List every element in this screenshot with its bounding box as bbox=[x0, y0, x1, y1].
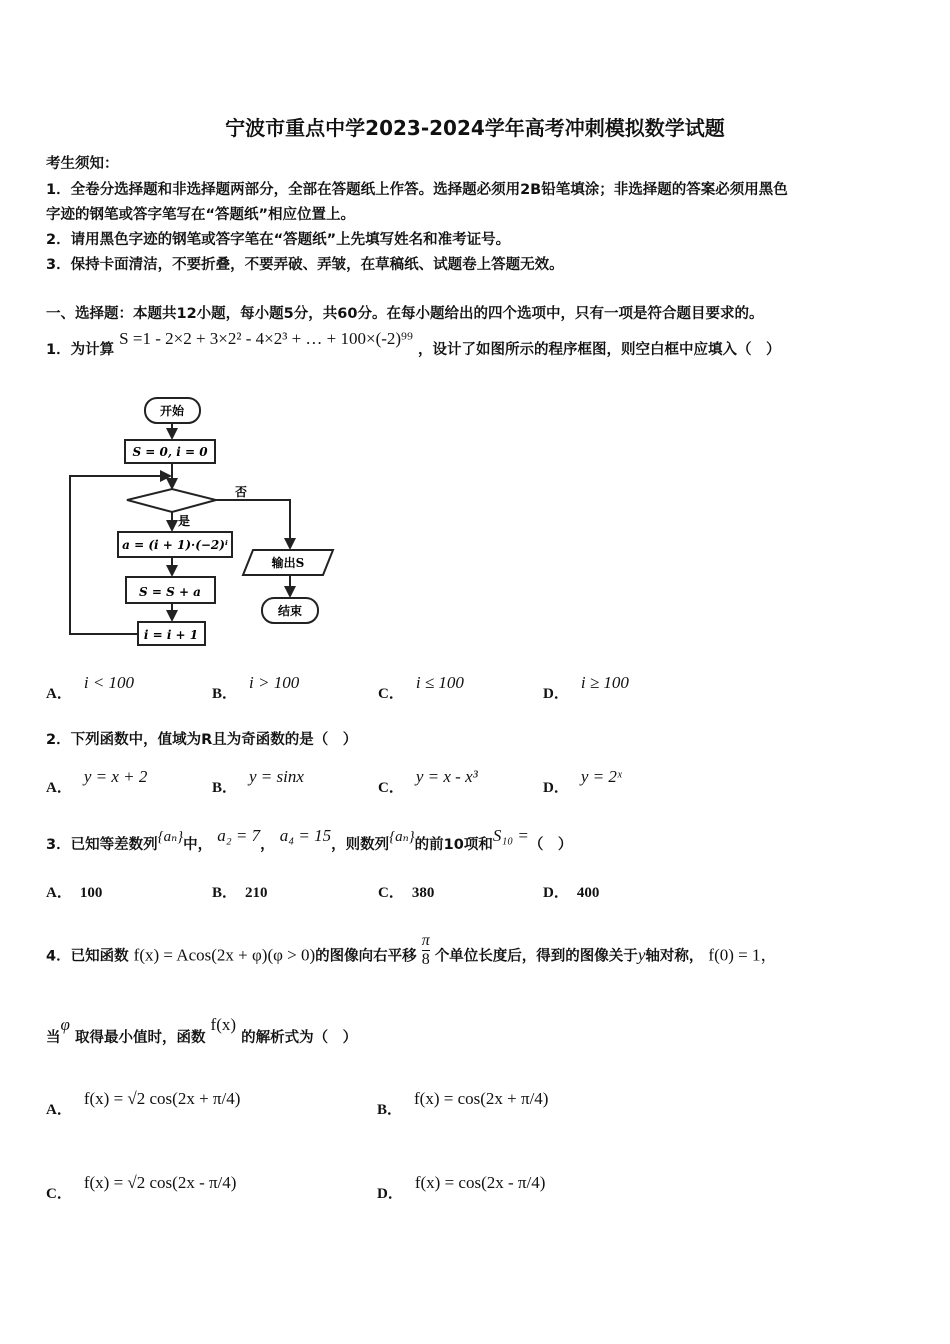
q3-a2: a₂ = 7 bbox=[217, 826, 261, 845]
option-label: A． bbox=[46, 780, 72, 796]
q3-text: ，则数列 bbox=[331, 837, 390, 853]
flow-init-label: S = 0, i = 0 bbox=[132, 445, 208, 459]
option-value: i ≤ 100 bbox=[415, 673, 464, 692]
question-4-line2 bbox=[46, 1015, 358, 1047]
option-value: 400 bbox=[576, 885, 600, 901]
flowchart bbox=[60, 385, 350, 655]
option-label: A． bbox=[46, 686, 72, 702]
option-label: C． bbox=[378, 885, 404, 901]
q1-formula: S =1 - 2×2 + 3×2² - 4×2³ + … + 100×(-2)⁹⁹ bbox=[119, 329, 413, 348]
q3-s10: S₁₀ = bbox=[492, 826, 529, 845]
notice-item: 1．全卷分选择题和非选择题两部分，全部在答题纸上作答。选择题必须用2B铅笔填涂；非选择题的答案必须用黑色 bbox=[46, 182, 788, 198]
option-value: f(x) = √2 cos(2x + π/4) bbox=[83, 1089, 241, 1108]
q1-option-c[interactable] bbox=[378, 673, 464, 703]
section-heading: 一、选择题：本题共12小题，每小题5分，共60分。在每小题给出的四个选项中，只有一项是符合题目要求的。 bbox=[46, 306, 764, 322]
q4-text: 当 bbox=[46, 1030, 61, 1046]
option-label: D． bbox=[543, 686, 569, 702]
option-label: C． bbox=[378, 686, 404, 702]
question-4 bbox=[46, 932, 778, 975]
option-label: B． bbox=[212, 686, 238, 702]
option-value: 100 bbox=[79, 885, 103, 901]
q4-option-c[interactable] bbox=[46, 1173, 237, 1203]
q4-text: 的图像向右平移 bbox=[315, 948, 417, 965]
question-2: 2．下列函数中，值域为R且为奇函数的是（ ） bbox=[46, 732, 358, 748]
q3-text: ， bbox=[260, 837, 275, 853]
q2-option-d[interactable] bbox=[543, 767, 622, 797]
q4-text: 个单位长度后，得到的图像关于 bbox=[434, 948, 638, 965]
q3-option-b[interactable] bbox=[212, 881, 268, 902]
q4-function: f(x) = Acos(2x + φ)(φ > 0) bbox=[133, 945, 316, 965]
q3-text: 3．已知等差数列 bbox=[46, 837, 158, 853]
question-1 bbox=[46, 329, 781, 359]
q2-option-a[interactable] bbox=[46, 767, 148, 797]
q4-text: 轴对称， bbox=[645, 948, 704, 965]
q2-option-b[interactable] bbox=[212, 767, 304, 797]
q1-option-d[interactable] bbox=[543, 673, 629, 703]
option-value: f(x) = cos(2x + π/4) bbox=[414, 1089, 549, 1108]
option-value: y = x + 2 bbox=[83, 767, 148, 786]
option-value: i > 100 bbox=[249, 673, 300, 692]
q3-text: （ ） bbox=[528, 837, 573, 853]
q4-fx: f(x) bbox=[210, 1015, 237, 1034]
notice-heading: 考生须知： bbox=[46, 156, 119, 172]
q1-prefix: 1．为计算 bbox=[46, 342, 115, 358]
q4-phi: φ bbox=[60, 1015, 70, 1034]
option-value: y = 2ˣ bbox=[580, 767, 622, 786]
q4-text: 的解析式为（ ） bbox=[241, 1030, 358, 1046]
flow-output-label: 输出S bbox=[271, 556, 305, 570]
flow-end-label: 结束 bbox=[277, 604, 303, 618]
q3-text: 的前10项和 bbox=[414, 837, 493, 853]
flow-decision bbox=[127, 489, 216, 512]
option-label: C． bbox=[46, 1186, 72, 1202]
option-label: B． bbox=[212, 885, 238, 901]
q4-option-a[interactable] bbox=[46, 1089, 241, 1119]
option-label: D． bbox=[543, 885, 569, 901]
notice-item: 字迹的钢笔或答字笔写在“答题纸”相应位置上。 bbox=[46, 207, 356, 223]
option-label: D． bbox=[543, 780, 569, 796]
q4-text: 4．已知函数 bbox=[46, 948, 129, 965]
option-value: i ≥ 100 bbox=[580, 673, 629, 692]
fraction-denominator: 8 bbox=[421, 951, 430, 968]
notice-item: 3．保持卡面清洁，不要折叠，不要弄破、弄皱，在草稿纸、试题卷上答题无效。 bbox=[46, 257, 564, 273]
q3-a4: a₄ = 15 bbox=[279, 826, 332, 845]
option-value: 210 bbox=[245, 885, 268, 901]
q3-sequence: {aₙ} bbox=[157, 829, 184, 845]
option-value: f(x) = √2 cos(2x - π/4) bbox=[83, 1173, 237, 1192]
question-3 bbox=[46, 826, 573, 854]
option-label: A． bbox=[46, 885, 72, 901]
q1-option-b[interactable] bbox=[212, 673, 300, 703]
flow-yes-label: 是 bbox=[178, 514, 191, 528]
q1-suffix: ，设计了如图所示的程序框图，则空白框中应填入（ ） bbox=[417, 342, 781, 358]
q3-text: 中， bbox=[183, 837, 213, 853]
flow-no-label: 否 bbox=[235, 485, 248, 499]
q2-option-c[interactable] bbox=[378, 767, 478, 797]
option-label: B． bbox=[377, 1102, 403, 1118]
option-value: i < 100 bbox=[83, 673, 135, 692]
q3-option-c[interactable] bbox=[378, 881, 434, 902]
option-value: y = sinx bbox=[249, 767, 304, 786]
q4-option-d[interactable] bbox=[377, 1173, 546, 1203]
q4-fraction bbox=[422, 932, 430, 969]
option-label: B． bbox=[212, 780, 238, 796]
fraction-numerator: π bbox=[421, 932, 430, 949]
flow-assign-label: a = (i + 1)·(−2)ⁱ bbox=[122, 538, 228, 552]
option-value: f(x) = cos(2x - π/4) bbox=[414, 1173, 546, 1192]
option-label: A． bbox=[46, 1102, 72, 1118]
option-value: 380 bbox=[411, 885, 435, 901]
flow-sum-label: S = S + a bbox=[139, 585, 201, 599]
notice-item: 2．请用黑色字迹的钢笔或答字笔在“答题纸”上先填写姓名和准考证号。 bbox=[46, 232, 511, 248]
q3-option-a[interactable] bbox=[46, 881, 102, 902]
q4-text: 取得最小值时，函数 bbox=[74, 1030, 206, 1046]
page-title: 宁波市重点中学2023-2024学年高考冲刺模拟数学试题 bbox=[225, 116, 725, 140]
q3-sequence: {aₙ} bbox=[389, 829, 415, 845]
q4-y: y bbox=[637, 945, 646, 965]
q4-option-b[interactable] bbox=[377, 1089, 549, 1119]
flow-start-label: 开始 bbox=[159, 404, 185, 418]
flow-incr-label: i = i + 1 bbox=[143, 628, 199, 642]
q3-option-d[interactable] bbox=[543, 881, 599, 902]
q1-option-a[interactable] bbox=[46, 673, 135, 703]
option-value: y = x - x³ bbox=[415, 767, 478, 786]
option-label: C． bbox=[378, 780, 404, 796]
option-label: D． bbox=[377, 1186, 403, 1202]
q4-f0: f(0) = 1， bbox=[708, 945, 778, 965]
